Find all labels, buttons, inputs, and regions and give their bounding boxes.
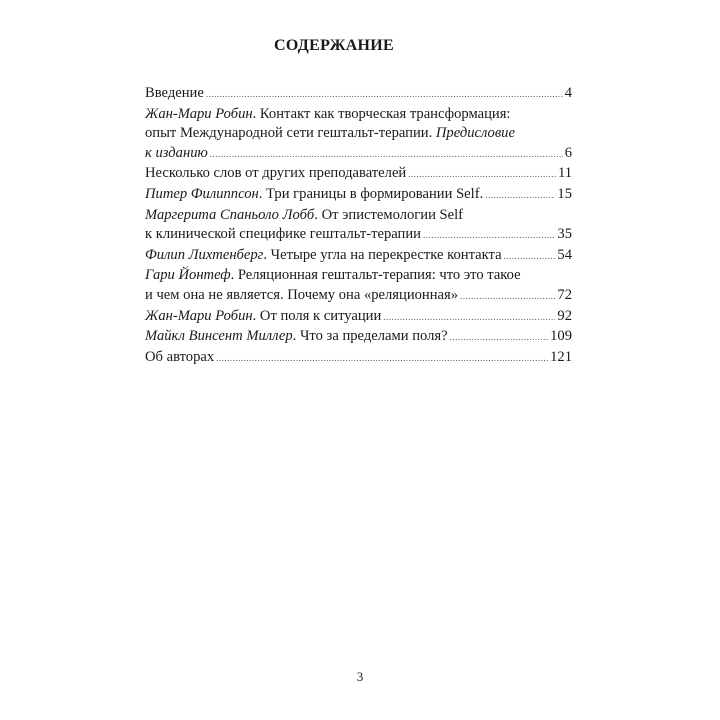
page-ref: 72 <box>557 286 572 303</box>
entry-title: . Что за пределами поля? <box>292 328 448 345</box>
entry-title: Несколько слов от других преподавателей <box>145 165 407 182</box>
entry-author: Филип Лихтенберг <box>145 246 264 263</box>
dot-leader <box>206 85 563 105</box>
dot-leader <box>504 247 556 267</box>
page-number: 3 <box>356 669 364 684</box>
toc-entry-lichtenberg[interactable] <box>145 246 572 267</box>
toc-title: СОДЕРЖАНИЕ <box>273 37 395 54</box>
toc-entry-philippson[interactable] <box>145 185 572 206</box>
dot-leader <box>383 308 555 328</box>
toc-entry-yontef-cont[interactable] <box>145 286 572 307</box>
entry-title-italic: Предисловие <box>435 125 515 142</box>
toc-entry-robin-contact[interactable] <box>145 105 572 125</box>
dot-leader <box>485 186 555 206</box>
entry-title-cont: и чем она не является. Почему она «реляционная» <box>145 286 459 303</box>
toc-entry-miller[interactable] <box>145 327 572 348</box>
entry-title-cont: опыт Международной сети гештальт-терапии. <box>145 125 436 142</box>
toc-entry-robin-contact-cont[interactable] <box>145 124 572 144</box>
toc-entry-spagnuolo-lobb-cont[interactable] <box>145 225 572 246</box>
entry-title: . Три границы в формировании Self. <box>258 185 484 202</box>
page-ref: 6 <box>564 144 572 161</box>
entry-author: Маргерита Спаньоло Лобб <box>145 206 315 223</box>
dot-leader <box>460 287 555 307</box>
page-ref: 109 <box>550 328 572 345</box>
entry-title: . Реляционная гештальт-терапия: что это такое <box>230 267 521 284</box>
entry-title: Введение <box>145 85 204 101</box>
entry-author: Питер Филиппсон <box>145 185 259 202</box>
toc-entry-introduction[interactable] <box>145 84 572 105</box>
entry-title-italic: к изданию <box>145 144 208 161</box>
page-ref: 4 <box>564 85 572 101</box>
dot-leader <box>423 226 555 246</box>
page-ref: 92 <box>557 307 572 324</box>
table-of-contents <box>145 84 572 368</box>
entry-title: . Контакт как творческая трансформация: <box>252 105 511 122</box>
page-ref: 15 <box>557 185 572 202</box>
toc-entry-robin-contact-end[interactable] <box>145 144 572 165</box>
entry-title: . От поля к ситуации <box>252 307 382 324</box>
entry-author: Майкл Винсент Миллер <box>145 328 293 345</box>
toc-entry-spagnuolo-lobb[interactable] <box>145 206 572 226</box>
entry-title: . Четыре угла на перекрестке контакта <box>263 246 502 263</box>
entry-title-cont: к клинической специфике гештальт-терапии <box>145 226 421 243</box>
entry-title: Об авторах <box>145 348 215 365</box>
page-ref: 35 <box>557 226 572 243</box>
page-ref: 11 <box>557 165 572 182</box>
entry-author: Гари Йонтеф <box>145 267 231 284</box>
toc-entry-about-authors[interactable] <box>145 348 572 369</box>
toc-entry-yontef[interactable] <box>145 266 572 286</box>
page-ref: 54 <box>557 246 572 263</box>
toc-entry-other-teachers[interactable] <box>145 164 572 185</box>
entry-title: . От эпистемологии Self <box>314 206 464 223</box>
entry-author: Жан-Мари Робин <box>145 307 253 324</box>
dot-leader <box>450 328 549 348</box>
entry-author: Жан-Мари Робин <box>145 105 253 122</box>
dot-leader <box>408 165 556 185</box>
dot-leader <box>216 349 548 369</box>
dot-leader <box>210 145 563 165</box>
page-ref: 121 <box>550 348 572 365</box>
toc-entry-robin-field[interactable] <box>145 307 572 328</box>
